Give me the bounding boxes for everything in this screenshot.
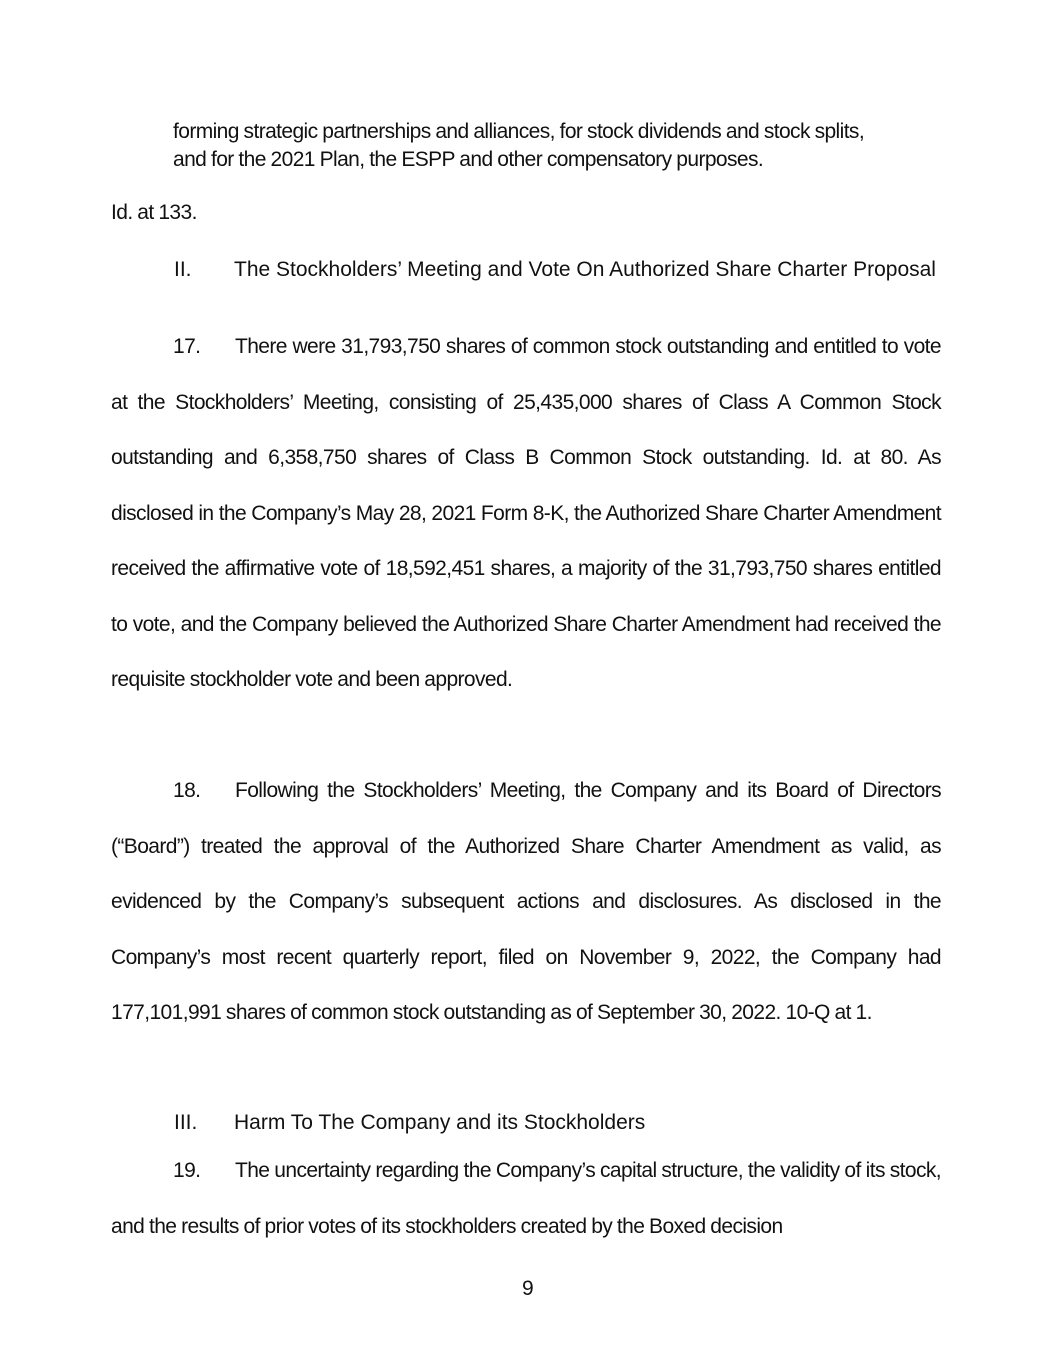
section-number: III. [174,1111,198,1134]
paragraph-number: 18. [173,779,201,802]
paragraph-number: 17. [173,335,201,358]
page-number: 9 [521,1277,534,1300]
section-title: Harm To The Company and its Stockholders [234,1111,646,1134]
citation: Id. at 133. [111,201,197,224]
paragraph-text: There were 31,793,750 shares of common stock outstanding and entitled to vote at the Stockholders’ Meeting, consisting of 25,435,000 shares of Class A Common Stock outstanding and 6,358,750 shares of Class B Common Stock outstanding. Id. at 80. As disclosed in the Company’s May 28, 2021 Form 8-K, the Authorized Share Charter Amendment received the affirmative vote of 18,592,451 shares, a majority of the 31,793,750 shares entitled to vote, and the Company believed the Authorized Share Charter Amendment had received the requisite stockholder vote and been approved. [111,335,941,691]
paragraph-text: The uncertainty regarding the Company’s capital structure, the validity of its stock, and the results of prior votes of its stockholders created by the Boxed decision [111,1159,941,1238]
block-quote: forming strategic partnerships and alliances, for stock dividends and stock splits, and for the 2021 Plan, the ESPP and other compensatory purposes. [173,120,865,171]
paragraph-18 [111,763,941,1041]
paragraph-text: Following the Stockholders’ Meeting, the Company and its Board of Directors (“Board”) treated the approval of the Authorized Share Charter Amendment as valid, as evidenced by the Company’s subsequent actions and disclosures. As disclosed in the Company’s most recent quarterly report, filed on November 9, 2022, the Company had 177,101,991 shares of common stock outstanding as of September 30, 2022. 10-Q at 1. [111,779,941,1024]
paragraph-number: 19. [173,1159,201,1182]
paragraph-19 [111,1143,941,1254]
section-number: II. [174,258,192,281]
paragraph-17 [111,319,941,708]
section-title: The Stockholders’ Meeting and Vote On Authorized Share Charter Proposal [234,258,936,281]
